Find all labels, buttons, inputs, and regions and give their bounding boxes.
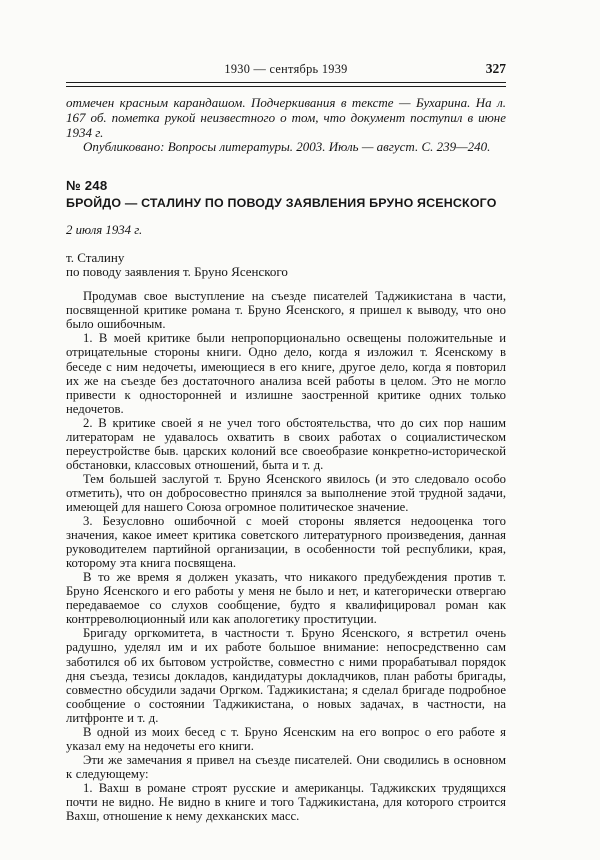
page-number: 327 xyxy=(485,61,506,76)
page-content xyxy=(66,60,506,823)
address-block xyxy=(66,251,506,281)
document-paragraph: В то же время я должен указать, что никакого предубеждения против т. Бруно Ясенского и его работы у меня не было и нет, и категорически отвергаю передаваемое со слухов сообщение, будто я квалифицировал роман как контрреволюционный или как апологетику проституции. xyxy=(66,570,506,627)
document-paragraph: 1. Вахш в романе строят русские и американцы. Таджикских трудящихся почти не видно. Не видно в книге и того Таджикистана, для которого строится Вахш, отношение к нему дехканских масс. xyxy=(66,780,506,824)
document-paragraph: 2. В критике своей я не учел того обстоятельства, что до сих пор нашим литераторам не удавалось охватить в своих работах о социалистическом переустройстве быв. царских колоний все своеобразие конкретно-исторической обстановки, классовых отношений, быта и т. д. xyxy=(66,415,506,472)
document-paragraph: В одной из моих бесед с т. Бруно Ясенским на его вопрос о его работе я указал ему на недочеты его книги. xyxy=(66,724,506,753)
document-body xyxy=(66,289,506,823)
document-paragraph: Продумав свое выступление на съезде писателей Таджикистана в части, посвященной критике романа т. Бруно Ясенского, я пришел к выводу, что оно было ошибочным. xyxy=(66,289,506,332)
document-paragraph: Эти же замечания я привел на съезде писателей. Они сводились в основном к следующему: xyxy=(66,752,506,781)
header-double-rule xyxy=(66,82,506,87)
archival-note-continuation: отмечен красным карандашом. Подчеркивания в тексте — Бухарина. На л. 167 об. пометка рукой неизвестного о том, что документ поступил в июне 1934 г. xyxy=(66,95,506,140)
running-head xyxy=(66,60,506,78)
document-paragraph: Бригаду оргкомитета, в частности т. Бруно Ясенского, я встретил очень радушно, уделял им и их работе большое внимание: непосредственно сам заботился об их бытовом устройстве, совместно с ними прорабатывал порядок дня съезда, тезисы докладов, кандидатуры докладчиков, план работы бригады, совместно обсудили задачи Оргком. Таджикистана; я сделал бригаде подробное сообщение о состоянии Таджикистана, о новых задачах, в частности, на литфронте и т. д. xyxy=(66,626,506,725)
document-addressee: т. Сталину xyxy=(66,249,125,265)
archival-note xyxy=(66,96,506,155)
document-date: 2 июля 1934 г. xyxy=(66,222,143,237)
document-paragraph: Тем большей заслугой т. Бруно Ясенского явилось (и это следовало особо отметить), что он добросовестно принялся за выполнение этой трудной задачи, имеющей для нашего Союза огромное политическое значение. xyxy=(66,471,506,514)
document-number: № 248 xyxy=(66,178,108,194)
archival-note-published: Опубликовано: Вопросы литературы. 2003. Июль — август. С. 239—240. xyxy=(83,139,491,155)
running-head-title: 1930 — сентябрь 1939 xyxy=(224,62,348,76)
document-paragraph: 1. В моей критике были непропорционально освещены положительные и отрицательные стороны книги. Одно дело, когда я изложил т. Ясенскому в беседе с ним недочеты, имеющиеся в его книге, другое дело, когда я повторил их же на съезде без достаточного анализа всей работы в целом. Это не могло привести к односторонней и излишне заостренной критике одних только недочетов. xyxy=(66,331,506,416)
document-paragraph: 3. Безусловно ошибочной с моей стороны является недооценка того значения, какое имеет критика советского литературного произведения, данная руководителем партийной организации, в особенности той республики, края, которому эта книга посвящена. xyxy=(66,514,506,571)
document-title: БРОЙДО — СТАЛИНУ ПО ПОВОДУ ЗАЯВЛЕНИЯ БРУНО ЯСЕНСКОГО xyxy=(66,196,497,211)
document-subject: по поводу заявления т. Бруно Ясенского xyxy=(66,264,288,280)
